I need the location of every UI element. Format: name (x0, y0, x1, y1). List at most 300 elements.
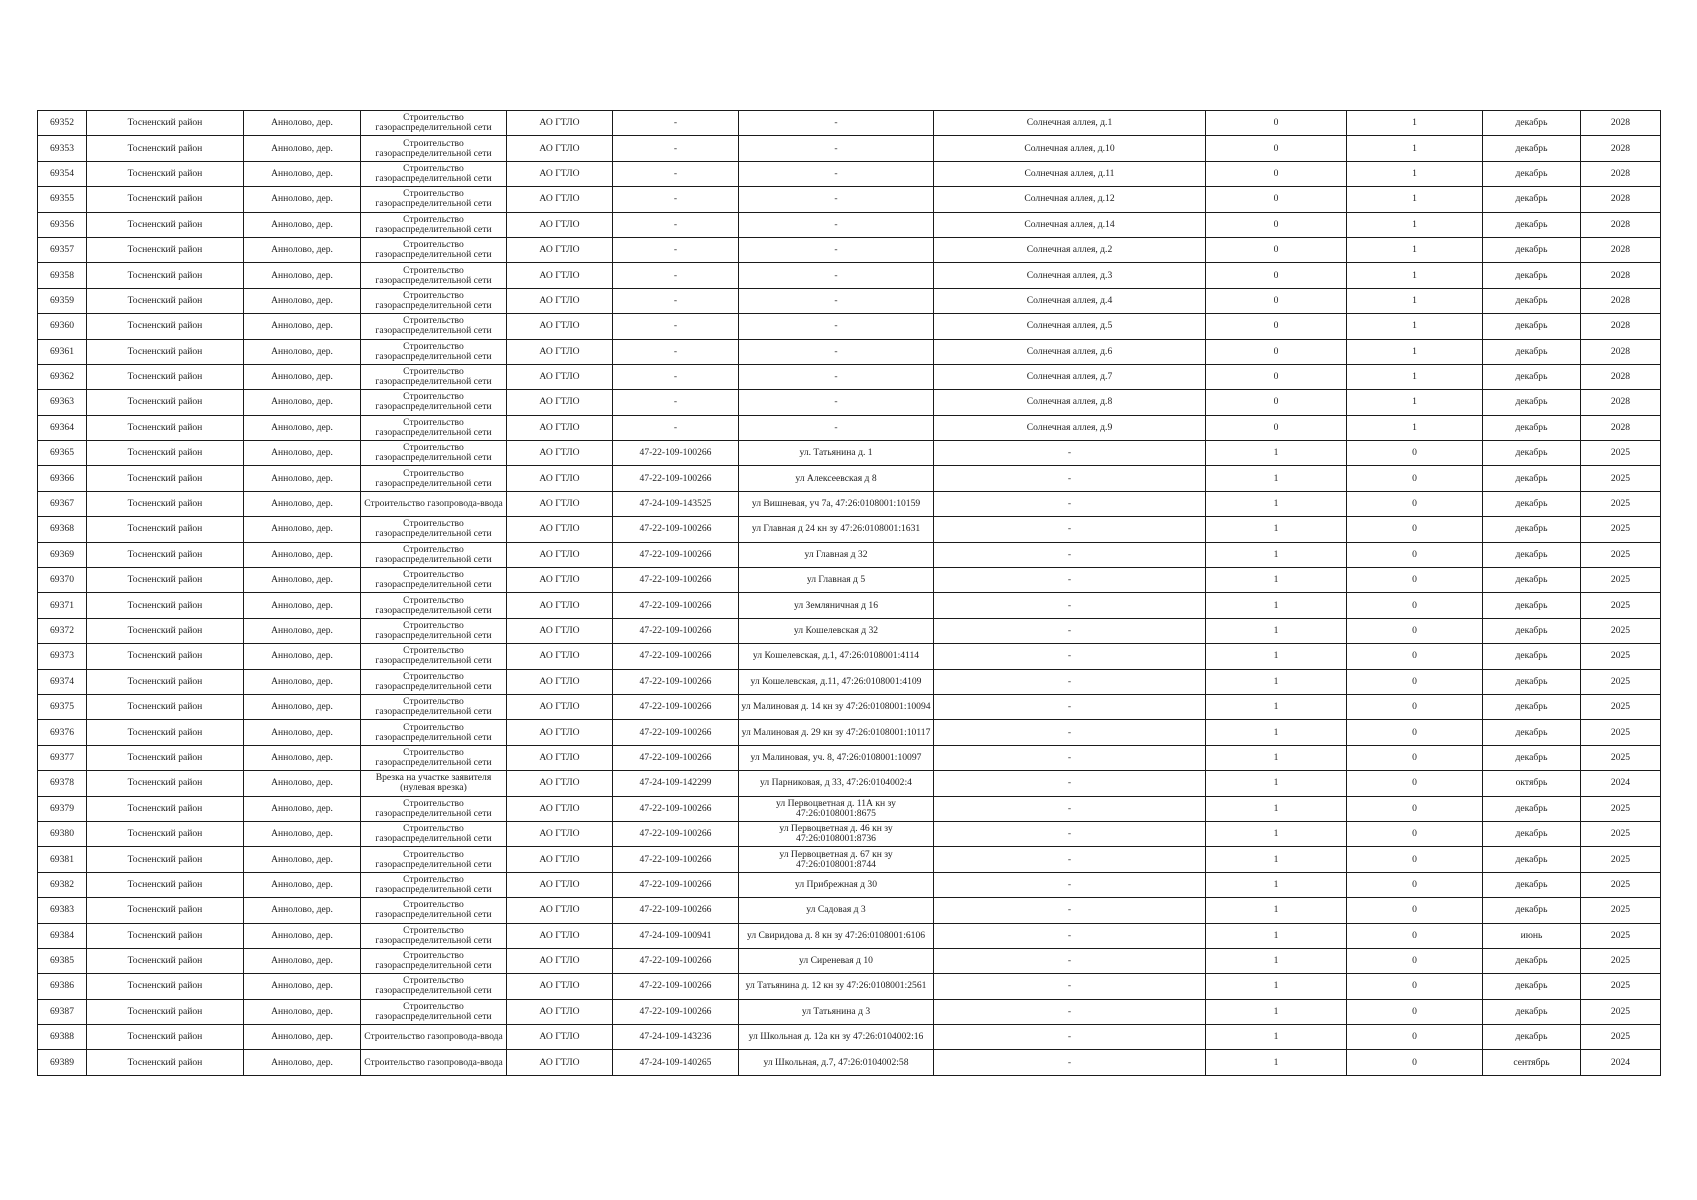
table-row (38, 314, 1661, 339)
street-address-cell: - (934, 796, 1206, 821)
organization-cell: АО ГТЛО (507, 821, 613, 846)
record-id-cell: 69354 (38, 161, 87, 186)
month-cell: декабрь (1483, 288, 1581, 313)
street-address-cell: - (934, 593, 1206, 618)
record-id-cell: 69362 (38, 364, 87, 389)
count-2-cell: 0 (1347, 771, 1483, 796)
year-cell: 2025 (1581, 872, 1661, 897)
work-type-cell: Строительство газораспределительной сети (361, 542, 507, 567)
month-cell: декабрь (1483, 161, 1581, 186)
street-address-cell: - (934, 999, 1206, 1024)
count-2-cell: 0 (1347, 1050, 1483, 1075)
table-body (38, 111, 1661, 1076)
work-type-cell: Строительство газораспределительной сети (361, 974, 507, 999)
count-2-cell: 0 (1347, 669, 1483, 694)
month-cell: декабрь (1483, 441, 1581, 466)
object-address-cell: ул Школьная д. 12а кн зу 47:26:0104002:16 (739, 1025, 934, 1050)
district-cell: Тосненский район (87, 796, 244, 821)
count-2-cell: 1 (1347, 111, 1483, 136)
locality-cell: Аннолово, дер. (244, 415, 361, 440)
contract-number-cell: - (613, 415, 739, 440)
street-address-cell: - (934, 872, 1206, 897)
table-row (38, 694, 1661, 719)
work-type-cell: Строительство газораспределительной сети (361, 415, 507, 440)
table-row (38, 441, 1661, 466)
count-2-cell: 0 (1347, 898, 1483, 923)
count-1-cell: 1 (1206, 644, 1347, 669)
contract-number-cell: - (613, 161, 739, 186)
organization-cell: АО ГТЛО (507, 314, 613, 339)
year-cell: 2025 (1581, 796, 1661, 821)
organization-cell: АО ГТЛО (507, 339, 613, 364)
table-row (38, 517, 1661, 542)
locality-cell: Аннолово, дер. (244, 161, 361, 186)
count-1-cell: 0 (1206, 237, 1347, 262)
count-2-cell: 0 (1347, 923, 1483, 948)
year-cell: 2025 (1581, 593, 1661, 618)
month-cell: декабрь (1483, 111, 1581, 136)
contract-number-cell: 47-22-109-100266 (613, 948, 739, 973)
organization-cell: АО ГТЛО (507, 441, 613, 466)
count-2-cell: 0 (1347, 796, 1483, 821)
work-type-cell: Строительство газопровода-ввода (361, 1050, 507, 1075)
locality-cell: Аннолово, дер. (244, 1025, 361, 1050)
district-cell: Тосненский район (87, 593, 244, 618)
street-address-cell: - (934, 1025, 1206, 1050)
work-type-cell: Строительство газораспределительной сети (361, 212, 507, 237)
count-2-cell: 0 (1347, 694, 1483, 719)
object-address-cell: ул Парниковая, д 33, 47:26:0104002:4 (739, 771, 934, 796)
table-row (38, 771, 1661, 796)
street-address-cell: Солнечная аллея, д.1 (934, 111, 1206, 136)
object-address-cell: - (739, 339, 934, 364)
organization-cell: АО ГТЛО (507, 491, 613, 516)
locality-cell: Аннолово, дер. (244, 694, 361, 719)
count-1-cell: 1 (1206, 694, 1347, 719)
year-cell: 2025 (1581, 568, 1661, 593)
count-2-cell: 1 (1347, 161, 1483, 186)
table-row (38, 796, 1661, 821)
work-type-cell: Строительство газораспределительной сети (361, 745, 507, 770)
table-row (38, 948, 1661, 973)
table-row (38, 136, 1661, 161)
street-address-cell: - (934, 745, 1206, 770)
work-type-cell: Строительство газораспределительной сети (361, 466, 507, 491)
contract-number-cell: - (613, 111, 739, 136)
organization-cell: АО ГТЛО (507, 568, 613, 593)
count-1-cell: 1 (1206, 517, 1347, 542)
count-2-cell: 0 (1347, 568, 1483, 593)
contract-number-cell: 47-22-109-100266 (613, 618, 739, 643)
object-address-cell: ул Малиновая д. 14 кн зу 47:26:0108001:10094 (739, 694, 934, 719)
district-cell: Тосненский район (87, 745, 244, 770)
street-address-cell: - (934, 694, 1206, 719)
count-2-cell: 1 (1347, 314, 1483, 339)
record-id-cell: 69387 (38, 999, 87, 1024)
work-type-cell: Строительство газораспределительной сети (361, 847, 507, 872)
contract-number-cell: - (613, 212, 739, 237)
object-address-cell: ул Прибрежная д 30 (739, 872, 934, 897)
table-row (38, 821, 1661, 846)
street-address-cell: Солнечная аллея, д.2 (934, 237, 1206, 262)
object-address-cell: ул. Татьянина д. 1 (739, 441, 934, 466)
district-cell: Тосненский район (87, 847, 244, 872)
locality-cell: Аннолово, дер. (244, 542, 361, 567)
object-address-cell: ул Свиридова д. 8 кн зу 47:26:0108001:6106 (739, 923, 934, 948)
count-2-cell: 0 (1347, 542, 1483, 567)
street-address-cell: Солнечная аллея, д.11 (934, 161, 1206, 186)
count-1-cell: 1 (1206, 821, 1347, 846)
organization-cell: АО ГТЛО (507, 796, 613, 821)
organization-cell: АО ГТЛО (507, 263, 613, 288)
contract-number-cell: - (613, 187, 739, 212)
month-cell: декабрь (1483, 187, 1581, 212)
count-2-cell: 1 (1347, 212, 1483, 237)
table-row (38, 847, 1661, 872)
object-address-cell: ул Татьянина д 3 (739, 999, 934, 1024)
month-cell: декабрь (1483, 339, 1581, 364)
month-cell: декабрь (1483, 974, 1581, 999)
count-2-cell: 0 (1347, 466, 1483, 491)
district-cell: Тосненский район (87, 1025, 244, 1050)
organization-cell: АО ГТЛО (507, 847, 613, 872)
locality-cell: Аннолово, дер. (244, 263, 361, 288)
count-2-cell: 1 (1347, 390, 1483, 415)
work-type-cell: Строительство газораспределительной сети (361, 441, 507, 466)
locality-cell: Аннолово, дер. (244, 745, 361, 770)
record-id-cell: 69370 (38, 568, 87, 593)
table-row (38, 898, 1661, 923)
count-1-cell: 1 (1206, 847, 1347, 872)
month-cell: декабрь (1483, 847, 1581, 872)
organization-cell: АО ГТЛО (507, 466, 613, 491)
street-address-cell: - (934, 441, 1206, 466)
district-cell: Тосненский район (87, 390, 244, 415)
count-1-cell: 1 (1206, 568, 1347, 593)
organization-cell: АО ГТЛО (507, 974, 613, 999)
record-id-cell: 69377 (38, 745, 87, 770)
work-type-cell: Строительство газораспределительной сети (361, 948, 507, 973)
year-cell: 2028 (1581, 161, 1661, 186)
record-id-cell: 69367 (38, 491, 87, 516)
month-cell: декабрь (1483, 644, 1581, 669)
year-cell: 2028 (1581, 364, 1661, 389)
year-cell: 2025 (1581, 491, 1661, 516)
object-address-cell: - (739, 390, 934, 415)
record-id-cell: 69359 (38, 288, 87, 313)
district-cell: Тосненский район (87, 339, 244, 364)
locality-cell: Аннолово, дер. (244, 288, 361, 313)
work-type-cell: Строительство газораспределительной сети (361, 263, 507, 288)
month-cell: декабрь (1483, 720, 1581, 745)
organization-cell: АО ГТЛО (507, 948, 613, 973)
locality-cell: Аннолово, дер. (244, 136, 361, 161)
district-cell: Тосненский район (87, 212, 244, 237)
month-cell: декабрь (1483, 466, 1581, 491)
count-1-cell: 1 (1206, 669, 1347, 694)
district-cell: Тосненский район (87, 923, 244, 948)
count-1-cell: 0 (1206, 415, 1347, 440)
work-type-cell: Строительство газораспределительной сети (361, 314, 507, 339)
organization-cell: АО ГТЛО (507, 111, 613, 136)
contract-number-cell: - (613, 288, 739, 313)
table-row (38, 999, 1661, 1024)
record-id-cell: 69383 (38, 898, 87, 923)
year-cell: 2025 (1581, 923, 1661, 948)
locality-cell: Аннолово, дер. (244, 796, 361, 821)
contract-number-cell: 47-22-109-100266 (613, 847, 739, 872)
month-cell: декабрь (1483, 1025, 1581, 1050)
street-address-cell: - (934, 618, 1206, 643)
organization-cell: АО ГТЛО (507, 237, 613, 262)
object-address-cell: ул Садовая д 3 (739, 898, 934, 923)
street-address-cell: Солнечная аллея, д.3 (934, 263, 1206, 288)
locality-cell: Аннолово, дер. (244, 720, 361, 745)
locality-cell: Аннолово, дер. (244, 568, 361, 593)
count-1-cell: 1 (1206, 1025, 1347, 1050)
year-cell: 2028 (1581, 212, 1661, 237)
organization-cell: АО ГТЛО (507, 364, 613, 389)
object-address-cell: ул Кошелевская, д.11, 47:26:0108001:4109 (739, 669, 934, 694)
table-row (38, 161, 1661, 186)
count-2-cell: 0 (1347, 999, 1483, 1024)
month-cell: декабрь (1483, 415, 1581, 440)
table-row (38, 593, 1661, 618)
count-2-cell: 1 (1347, 187, 1483, 212)
object-address-cell: - (739, 364, 934, 389)
year-cell: 2025 (1581, 441, 1661, 466)
organization-cell: АО ГТЛО (507, 542, 613, 567)
count-2-cell: 0 (1347, 1025, 1483, 1050)
contract-number-cell: 47-24-109-142299 (613, 771, 739, 796)
district-cell: Тосненский район (87, 618, 244, 643)
street-address-cell: Солнечная аллея, д.6 (934, 339, 1206, 364)
object-address-cell: ул Кошелевская д 32 (739, 618, 934, 643)
contract-number-cell: 47-22-109-100266 (613, 720, 739, 745)
count-2-cell: 0 (1347, 491, 1483, 516)
year-cell: 2025 (1581, 1025, 1661, 1050)
count-1-cell: 0 (1206, 364, 1347, 389)
object-address-cell: ул Малиновая д. 29 кн зу 47:26:0108001:10117 (739, 720, 934, 745)
district-cell: Тосненский район (87, 314, 244, 339)
work-type-cell: Строительство газораспределительной сети (361, 872, 507, 897)
count-1-cell: 1 (1206, 923, 1347, 948)
month-cell: октябрь (1483, 771, 1581, 796)
month-cell: декабрь (1483, 593, 1581, 618)
street-address-cell: Солнечная аллея, д.7 (934, 364, 1206, 389)
record-id-cell: 69365 (38, 441, 87, 466)
organization-cell: АО ГТЛО (507, 288, 613, 313)
year-cell: 2028 (1581, 415, 1661, 440)
record-id-cell: 69372 (38, 618, 87, 643)
table-row (38, 491, 1661, 516)
record-id-cell: 69368 (38, 517, 87, 542)
district-cell: Тосненский район (87, 669, 244, 694)
count-1-cell: 1 (1206, 948, 1347, 973)
count-1-cell: 1 (1206, 441, 1347, 466)
locality-cell: Аннолово, дер. (244, 948, 361, 973)
record-id-cell: 69360 (38, 314, 87, 339)
count-1-cell: 1 (1206, 872, 1347, 897)
organization-cell: АО ГТЛО (507, 644, 613, 669)
locality-cell: Аннолово, дер. (244, 517, 361, 542)
count-2-cell: 1 (1347, 237, 1483, 262)
organization-cell: АО ГТЛО (507, 923, 613, 948)
street-address-cell: Солнечная аллея, д.12 (934, 187, 1206, 212)
street-address-cell: Солнечная аллея, д.8 (934, 390, 1206, 415)
record-id-cell: 69358 (38, 263, 87, 288)
work-type-cell: Строительство газопровода-ввода (361, 1025, 507, 1050)
contract-number-cell: - (613, 263, 739, 288)
month-cell: декабрь (1483, 491, 1581, 516)
district-cell: Тосненский район (87, 568, 244, 593)
object-address-cell: - (739, 263, 934, 288)
count-1-cell: 0 (1206, 187, 1347, 212)
object-address-cell: ул Сиреневая д 10 (739, 948, 934, 973)
object-address-cell: ул Земляничная д 16 (739, 593, 934, 618)
locality-cell: Аннолово, дер. (244, 771, 361, 796)
table-row (38, 111, 1661, 136)
contract-number-cell: 47-22-109-100266 (613, 542, 739, 567)
month-cell: декабрь (1483, 618, 1581, 643)
count-2-cell: 1 (1347, 288, 1483, 313)
locality-cell: Аннолово, дер. (244, 314, 361, 339)
work-type-cell: Строительство газораспределительной сети (361, 517, 507, 542)
table-row (38, 669, 1661, 694)
district-cell: Тосненский район (87, 644, 244, 669)
record-id-cell: 69376 (38, 720, 87, 745)
year-cell: 2028 (1581, 136, 1661, 161)
object-address-cell: - (739, 161, 934, 186)
locality-cell: Аннолово, дер. (244, 441, 361, 466)
month-cell: декабрь (1483, 898, 1581, 923)
organization-cell: АО ГТЛО (507, 415, 613, 440)
count-1-cell: 0 (1206, 136, 1347, 161)
year-cell: 2025 (1581, 999, 1661, 1024)
count-2-cell: 0 (1347, 974, 1483, 999)
table-row (38, 644, 1661, 669)
district-cell: Тосненский район (87, 237, 244, 262)
contract-number-cell: 47-22-109-100266 (613, 898, 739, 923)
district-cell: Тосненский район (87, 288, 244, 313)
count-1-cell: 0 (1206, 288, 1347, 313)
organization-cell: АО ГТЛО (507, 720, 613, 745)
count-2-cell: 0 (1347, 948, 1483, 973)
work-type-cell: Строительство газораспределительной сети (361, 618, 507, 643)
object-address-cell: ул Первоцветная д. 46 кн зу 47:26:0108001:8736 (739, 821, 934, 846)
count-2-cell: 1 (1347, 415, 1483, 440)
organization-cell: АО ГТЛО (507, 187, 613, 212)
month-cell: декабрь (1483, 314, 1581, 339)
object-address-cell: ул Первоцветная д. 67 кн зу 47:26:0108001:8744 (739, 847, 934, 872)
street-address-cell: Солнечная аллея, д.14 (934, 212, 1206, 237)
locality-cell: Аннолово, дер. (244, 111, 361, 136)
locality-cell: Аннолово, дер. (244, 898, 361, 923)
organization-cell: АО ГТЛО (507, 517, 613, 542)
month-cell: декабрь (1483, 872, 1581, 897)
year-cell: 2028 (1581, 111, 1661, 136)
object-address-cell: ул Малиновая, уч. 8, 47:26:0108001:10097 (739, 745, 934, 770)
table-row (38, 364, 1661, 389)
count-2-cell: 0 (1347, 441, 1483, 466)
count-1-cell: 1 (1206, 898, 1347, 923)
object-address-cell: - (739, 136, 934, 161)
contract-number-cell: 47-22-109-100266 (613, 796, 739, 821)
locality-cell: Аннолово, дер. (244, 618, 361, 643)
year-cell: 2025 (1581, 821, 1661, 846)
work-type-cell: Строительство газораспределительной сети (361, 339, 507, 364)
locality-cell: Аннолово, дер. (244, 847, 361, 872)
work-type-cell: Врезка на участке заявителя (нулевая врезка) (361, 771, 507, 796)
count-1-cell: 0 (1206, 339, 1347, 364)
organization-cell: АО ГТЛО (507, 999, 613, 1024)
table-row (38, 974, 1661, 999)
object-address-cell: - (739, 314, 934, 339)
district-cell: Тосненский район (87, 771, 244, 796)
count-1-cell: 0 (1206, 390, 1347, 415)
street-address-cell: - (934, 466, 1206, 491)
street-address-cell: - (934, 644, 1206, 669)
count-2-cell: 0 (1347, 847, 1483, 872)
street-address-cell: - (934, 898, 1206, 923)
count-2-cell: 1 (1347, 263, 1483, 288)
district-cell: Тосненский район (87, 111, 244, 136)
table-row (38, 466, 1661, 491)
street-address-cell: - (934, 669, 1206, 694)
contract-number-cell: 47-24-109-143236 (613, 1025, 739, 1050)
contract-number-cell: 47-24-109-140265 (613, 1050, 739, 1075)
month-cell: июнь (1483, 923, 1581, 948)
month-cell: декабрь (1483, 568, 1581, 593)
work-type-cell: Строительство газораспределительной сети (361, 237, 507, 262)
object-address-cell: ул Школьная, д.7, 47:26:0104002:58 (739, 1050, 934, 1075)
record-id-cell: 69380 (38, 821, 87, 846)
work-type-cell: Строительство газораспределительной сети (361, 161, 507, 186)
month-cell: декабрь (1483, 694, 1581, 719)
month-cell: декабрь (1483, 999, 1581, 1024)
object-address-cell: - (739, 111, 934, 136)
street-address-cell: - (934, 720, 1206, 745)
table-row (38, 237, 1661, 262)
district-cell: Тосненский район (87, 720, 244, 745)
work-type-cell: Строительство газораспределительной сети (361, 111, 507, 136)
locality-cell: Аннолово, дер. (244, 491, 361, 516)
record-id-cell: 69373 (38, 644, 87, 669)
table-row (38, 263, 1661, 288)
street-address-cell: - (934, 974, 1206, 999)
month-cell: декабрь (1483, 821, 1581, 846)
organization-cell: АО ГТЛО (507, 745, 613, 770)
table-row (38, 923, 1661, 948)
record-id-cell: 69364 (38, 415, 87, 440)
table-row (38, 390, 1661, 415)
street-address-cell: - (934, 568, 1206, 593)
record-id-cell: 69361 (38, 339, 87, 364)
object-address-cell: ул Главная д 5 (739, 568, 934, 593)
record-id-cell: 69375 (38, 694, 87, 719)
count-2-cell: 1 (1347, 364, 1483, 389)
locality-cell: Аннолово, дер. (244, 1050, 361, 1075)
year-cell: 2025 (1581, 542, 1661, 567)
count-1-cell: 1 (1206, 618, 1347, 643)
table-row (38, 568, 1661, 593)
month-cell: декабрь (1483, 390, 1581, 415)
year-cell: 2025 (1581, 745, 1661, 770)
street-address-cell: Солнечная аллея, д.9 (934, 415, 1206, 440)
district-cell: Тосненский район (87, 821, 244, 846)
organization-cell: АО ГТЛО (507, 669, 613, 694)
table-row (38, 415, 1661, 440)
